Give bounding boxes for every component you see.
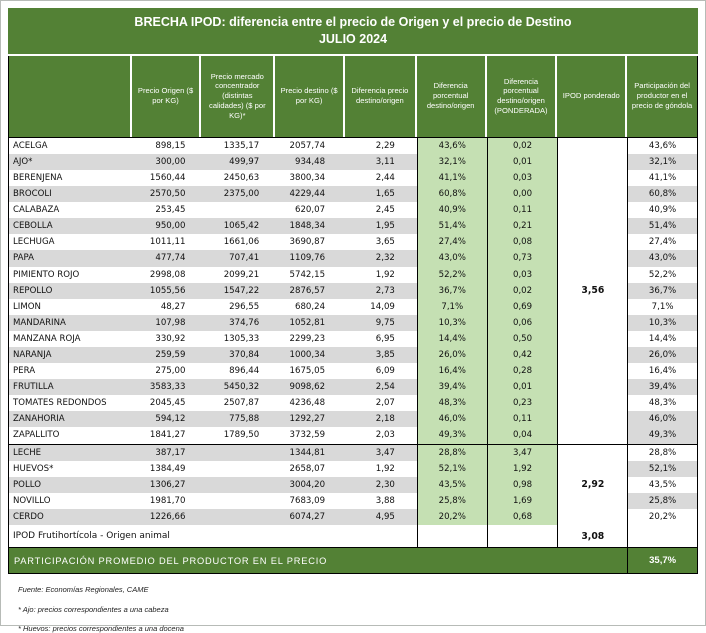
diferencia-ponderada-cell: 0,23: [487, 395, 558, 411]
diferencia-ponderada-cell: 0,02: [487, 138, 558, 154]
table-row: [9, 315, 697, 331]
column-header: Diferencia porcentual destino/origen (PONDERADA): [487, 56, 558, 137]
product-name-cell: FRUTILLA: [9, 379, 132, 395]
participacion-promedio-row: [9, 548, 697, 573]
precio-destino-cell: 3690,87: [275, 234, 345, 250]
precio-mercado-cell: 1789,50: [201, 427, 275, 443]
ipod-ponderado-cell: [557, 250, 627, 266]
diferencia-precio-cell: 2,45: [345, 202, 417, 218]
product-name-cell: MANDARINA: [9, 315, 132, 331]
ipod-ponderado-cell: [557, 234, 627, 250]
diferencia-ponderada-cell: 0,73: [487, 250, 558, 266]
product-name-cell: TOMATES REDONDOS: [9, 395, 132, 411]
table-row: [9, 283, 697, 299]
product-name-cell: NARANJA: [9, 347, 132, 363]
product-name-cell: LECHE: [9, 445, 132, 461]
precio-mercado-cell: [201, 202, 275, 218]
precio-mercado-cell: 1335,17: [201, 138, 275, 154]
table-row: [9, 138, 697, 154]
diferencia-precio-cell: 6,95: [345, 331, 417, 347]
diferencia-precio-cell: 6,09: [345, 363, 417, 379]
product-name-cell: BROCOLI: [9, 186, 132, 202]
precio-origen-cell: 387,17: [132, 445, 202, 461]
precio-mercado-cell: 775,88: [201, 411, 275, 427]
ipod-ponderado-cell: [557, 347, 627, 363]
product-name-cell: BERENJENA: [9, 170, 132, 186]
diferencia-precio-cell: 9,75: [345, 315, 417, 331]
precio-destino-cell: 1848,34: [275, 218, 345, 234]
precio-mercado-cell: 370,84: [201, 347, 275, 363]
report-content: [8, 8, 698, 633]
diferencia-ponderada-cell: 0,04: [487, 427, 558, 443]
precio-mercado-cell: 499,97: [201, 154, 275, 170]
participacion-cell: 40,9%: [627, 202, 697, 218]
ipod-ponderado-cell: 3,56: [557, 283, 627, 299]
precio-origen-cell: 1841,27: [132, 427, 202, 443]
precio-destino-cell: 5742,15: [275, 267, 345, 283]
diferencia-ponderada-cell: 0,69: [487, 299, 558, 315]
diferencia-porcentual-cell: 25,8%: [417, 493, 487, 509]
table-row: [9, 395, 697, 411]
participacion-cell: 7,1%: [627, 299, 697, 315]
diferencia-porcentual-cell: 36,7%: [417, 283, 487, 299]
diferencia-ponderada-cell: 0,03: [487, 170, 558, 186]
footnote: * Ajo: precios correspondientes a una cabeza: [18, 604, 169, 614]
diferencia-porcentual-cell: 60,8%: [417, 186, 487, 202]
diferencia-ponderada-cell: 0,21: [487, 218, 558, 234]
diferencia-ponderada-cell: 1,69: [487, 493, 558, 509]
diferencia-precio-cell: 14,09: [345, 299, 417, 315]
precio-mercado-cell: 2507,87: [201, 395, 275, 411]
precio-destino-cell: 2299,23: [275, 331, 345, 347]
precio-mercado-cell: 2375,00: [201, 186, 275, 202]
diferencia-porcentual-cell: 51,4%: [417, 218, 487, 234]
product-name-cell: ACELGA: [9, 138, 132, 154]
diferencia-porcentual-cell: 46,0%: [417, 411, 487, 427]
precio-mercado-cell: [201, 509, 275, 525]
ipod-ponderado-cell: [557, 299, 627, 315]
precio-destino-cell: 1109,76: [275, 250, 345, 266]
precio-destino-cell: 4229,44: [275, 186, 345, 202]
ipod-ponderado-cell: [557, 186, 627, 202]
column-header: Diferencia porcentual destino/origen: [417, 56, 487, 137]
table-row: [9, 186, 697, 202]
page-title-line1: BRECHA IPOD: diferencia entre el precio de Origen y el precio de Destino: [134, 15, 572, 29]
precio-destino-cell: 1052,81: [275, 315, 345, 331]
diferencia-precio-cell: 3,47: [345, 445, 417, 461]
product-name-cell: CEBOLLA: [9, 218, 132, 234]
precio-mercado-cell: 1547,22: [201, 283, 275, 299]
precio-destino-cell: 1292,27: [275, 411, 345, 427]
column-header: Participación del productor en el precio de góndola: [627, 56, 697, 137]
page-title: [8, 8, 698, 54]
participacion-cell: 60,8%: [627, 186, 697, 202]
column-header: Precio destino ($ por KG): [275, 56, 345, 137]
diferencia-precio-cell: 3,65: [345, 234, 417, 250]
table-row: [9, 427, 697, 444]
diferencia-precio-cell: 2,18: [345, 411, 417, 427]
summary-pond-cell: [487, 525, 558, 547]
precio-mercado-cell: 1065,42: [201, 218, 275, 234]
diferencia-precio-cell: 2,44: [345, 170, 417, 186]
summary-pct-cell: [417, 525, 487, 547]
table-row: [9, 267, 697, 283]
participacion-cell: 36,7%: [627, 283, 697, 299]
ipod-ponderado-cell: [557, 363, 627, 379]
diferencia-ponderada-cell: 0,68: [487, 509, 558, 525]
diferencia-porcentual-cell: 52,2%: [417, 267, 487, 283]
ipod-table: [8, 56, 698, 574]
precio-mercado-cell: 296,55: [201, 299, 275, 315]
diferencia-precio-cell: 2,73: [345, 283, 417, 299]
participacion-cell: 26,0%: [627, 347, 697, 363]
ipod-ponderado-cell: [557, 170, 627, 186]
ipod-ponderado-cell: [557, 445, 627, 461]
table-header-row: [9, 56, 697, 138]
precio-mercado-cell: [201, 477, 275, 493]
diferencia-porcentual-cell: 52,1%: [417, 461, 487, 477]
diferencia-ponderada-cell: 0,00: [487, 186, 558, 202]
product-name-cell: NOVILLO: [9, 493, 132, 509]
table-row: [9, 347, 697, 363]
participacion-cell: 49,3%: [627, 427, 697, 443]
ipod-ponderado-cell: [557, 509, 627, 525]
precio-origen-cell: 477,74: [132, 250, 202, 266]
participacion-cell: 20,2%: [627, 509, 697, 525]
diferencia-porcentual-cell: 28,8%: [417, 445, 487, 461]
summary-row: [9, 525, 697, 548]
diferencia-ponderada-cell: 0,50: [487, 331, 558, 347]
diferencia-porcentual-cell: 14,4%: [417, 331, 487, 347]
table-row: [9, 411, 697, 427]
diferencia-precio-cell: 1,65: [345, 186, 417, 202]
precio-destino-cell: 6074,27: [275, 509, 345, 525]
precio-destino-cell: 7683,09: [275, 493, 345, 509]
footnote: Fuente: Economías Regionales, CAME: [18, 585, 149, 594]
precio-destino-cell: 4236,48: [275, 395, 345, 411]
table-row: [9, 218, 697, 234]
participacion-cell: 16,4%: [627, 363, 697, 379]
precio-origen-cell: 259,59: [132, 347, 202, 363]
diferencia-precio-cell: 3,88: [345, 493, 417, 509]
ipod-ponderado-cell: [557, 154, 627, 170]
diferencia-precio-cell: 1,92: [345, 267, 417, 283]
precio-destino-cell: 9098,62: [275, 379, 345, 395]
precio-destino-cell: 2057,74: [275, 138, 345, 154]
ipod-ponderado-cell: [557, 202, 627, 218]
ipod-ponderado-cell: [557, 138, 627, 154]
table-row: [9, 202, 697, 218]
product-name-cell: ZANAHORIA: [9, 411, 132, 427]
table-row: [9, 299, 697, 315]
precio-destino-cell: 3004,20: [275, 477, 345, 493]
precio-origen-cell: 300,00: [132, 154, 202, 170]
diferencia-porcentual-cell: 49,3%: [417, 427, 487, 443]
precio-mercado-cell: [201, 461, 275, 477]
diferencia-porcentual-cell: 41,1%: [417, 170, 487, 186]
precio-mercado-cell: [201, 493, 275, 509]
table-row: [9, 170, 697, 186]
column-header: [9, 56, 132, 137]
precio-origen-cell: 1226,66: [132, 509, 202, 525]
participacion-cell: 43,5%: [627, 477, 697, 493]
product-name-cell: REPOLLO: [9, 283, 132, 299]
ipod-ponderado-cell: [557, 411, 627, 427]
diferencia-ponderada-cell: 0,03: [487, 267, 558, 283]
diferencia-porcentual-cell: 7,1%: [417, 299, 487, 315]
diferencia-precio-cell: 2,03: [345, 427, 417, 443]
precio-destino-cell: 2876,57: [275, 283, 345, 299]
precio-origen-cell: 275,00: [132, 363, 202, 379]
summary-part-cell: [627, 525, 697, 547]
participacion-cell: 46,0%: [627, 411, 697, 427]
participacion-cell: 52,2%: [627, 267, 697, 283]
precio-destino-cell: 620,07: [275, 202, 345, 218]
ipod-ponderado-cell: [557, 379, 627, 395]
diferencia-ponderada-cell: 0,01: [487, 379, 558, 395]
diferencia-ponderada-cell: 0,11: [487, 202, 558, 218]
ipod-ponderado-cell: [557, 427, 627, 443]
table-row: [9, 363, 697, 379]
diferencia-porcentual-cell: 27,4%: [417, 234, 487, 250]
precio-origen-cell: 48,27: [132, 299, 202, 315]
diferencia-precio-cell: 2,32: [345, 250, 417, 266]
ipod-ponderado-cell: [557, 493, 627, 509]
ipod-ponderado-cell: [557, 267, 627, 283]
table-body: [9, 138, 697, 525]
precio-destino-cell: 2658,07: [275, 461, 345, 477]
column-header: Precio mercado concentrador (distintas calidades) ($ por KG)*: [201, 56, 275, 137]
diferencia-porcentual-cell: 43,5%: [417, 477, 487, 493]
table-row: [9, 493, 697, 509]
precio-origen-cell: 1011,11: [132, 234, 202, 250]
participacion-cell: 39,4%: [627, 379, 697, 395]
diferencia-porcentual-cell: 43,0%: [417, 250, 487, 266]
diferencia-ponderada-cell: 0,28: [487, 363, 558, 379]
participacion-cell: 10,3%: [627, 315, 697, 331]
participacion-promedio-label: PARTICIPACIÓN PROMEDIO DEL PRODUCTOR EN EL PRECIO: [14, 555, 328, 566]
table-row: [9, 379, 697, 395]
diferencia-porcentual-cell: 40,9%: [417, 202, 487, 218]
participacion-cell: 43,0%: [627, 250, 697, 266]
diferencia-precio-cell: 2,29: [345, 138, 417, 154]
precio-destino-cell: 3732,59: [275, 427, 345, 443]
participacion-cell: 32,1%: [627, 154, 697, 170]
precio-origen-cell: 253,45: [132, 202, 202, 218]
table-row: [9, 461, 697, 477]
summary-label: IPOD Frutihortícola - Origen animal: [13, 531, 170, 541]
diferencia-porcentual-cell: 48,3%: [417, 395, 487, 411]
product-name-cell: CALABAZA: [9, 202, 132, 218]
diferencia-porcentual-cell: 43,6%: [417, 138, 487, 154]
participacion-cell: 52,1%: [627, 461, 697, 477]
diferencia-ponderada-cell: 3,47: [487, 445, 558, 461]
precio-origen-cell: 1560,44: [132, 170, 202, 186]
diferencia-porcentual-cell: 10,3%: [417, 315, 487, 331]
participacion-cell: 43,6%: [627, 138, 697, 154]
precio-origen-cell: 1306,27: [132, 477, 202, 493]
diferencia-ponderada-cell: 0,11: [487, 411, 558, 427]
product-name-cell: ZAPALLITO: [9, 427, 132, 443]
precio-mercado-cell: 1305,33: [201, 331, 275, 347]
diferencia-porcentual-cell: 32,1%: [417, 154, 487, 170]
diferencia-precio-cell: 1,92: [345, 461, 417, 477]
product-name-cell: PAPA: [9, 250, 132, 266]
precio-origen-cell: 1384,49: [132, 461, 202, 477]
precio-mercado-cell: 896,44: [201, 363, 275, 379]
product-name-cell: AJO*: [9, 154, 132, 170]
participacion-cell: 48,3%: [627, 395, 697, 411]
ipod-ponderado-cell: [557, 395, 627, 411]
precio-mercado-cell: 374,76: [201, 315, 275, 331]
column-header: Diferencia precio destino/origen: [345, 56, 417, 137]
precio-destino-cell: 1000,34: [275, 347, 345, 363]
column-header: IPOD ponderado: [557, 56, 627, 137]
precio-origen-cell: 2045,45: [132, 395, 202, 411]
diferencia-precio-cell: 3,11: [345, 154, 417, 170]
ipod-ponderado-cell: 2,92: [557, 477, 627, 493]
precio-origen-cell: 594,12: [132, 411, 202, 427]
precio-origen-cell: 2570,50: [132, 186, 202, 202]
diferencia-precio-cell: 3,85: [345, 347, 417, 363]
ipod-ponderado-cell: [557, 218, 627, 234]
precio-mercado-cell: 707,41: [201, 250, 275, 266]
diferencia-precio-cell: 1,95: [345, 218, 417, 234]
table-row: [9, 331, 697, 347]
product-name-cell: MANZANA ROJA: [9, 331, 132, 347]
table-row: [9, 250, 697, 266]
participacion-cell: 28,8%: [627, 445, 697, 461]
table-row: [9, 509, 697, 525]
participacion-cell: 27,4%: [627, 234, 697, 250]
precio-destino-cell: 1675,05: [275, 363, 345, 379]
footnote: * Huevos: precios correspondientes a una docena: [18, 624, 184, 633]
table-row: [9, 477, 697, 493]
page-title-line2: JULIO 2024: [318, 31, 388, 46]
participacion-cell: 51,4%: [627, 218, 697, 234]
product-name-cell: PERA: [9, 363, 132, 379]
diferencia-porcentual-cell: 39,4%: [417, 379, 487, 395]
diferencia-ponderada-cell: 0,02: [487, 283, 558, 299]
participacion-cell: 25,8%: [627, 493, 697, 509]
precio-destino-cell: 1344,81: [275, 445, 345, 461]
precio-origen-cell: 950,00: [132, 218, 202, 234]
product-name-cell: LIMON: [9, 299, 132, 315]
diferencia-ponderada-cell: 0,98: [487, 477, 558, 493]
precio-origen-cell: 330,92: [132, 331, 202, 347]
product-name-cell: PIMIENTO ROJO: [9, 267, 132, 283]
ipod-ponderado-cell: [557, 315, 627, 331]
precio-origen-cell: 2998,08: [132, 267, 202, 283]
precio-mercado-cell: 2450,63: [201, 170, 275, 186]
diferencia-precio-cell: 2,07: [345, 395, 417, 411]
precio-origen-cell: 1981,70: [132, 493, 202, 509]
diferencia-porcentual-cell: 26,0%: [417, 347, 487, 363]
precio-destino-cell: 680,24: [275, 299, 345, 315]
precio-mercado-cell: 5450,32: [201, 379, 275, 395]
participacion-promedio-value: 35,7%: [627, 548, 697, 573]
precio-mercado-cell: [201, 445, 275, 461]
ipod-ponderado-cell: [557, 331, 627, 347]
diferencia-precio-cell: 2,30: [345, 477, 417, 493]
diferencia-porcentual-cell: 16,4%: [417, 363, 487, 379]
diferencia-precio-cell: 2,54: [345, 379, 417, 395]
precio-destino-cell: 934,48: [275, 154, 345, 170]
product-name-cell: LECHUGA: [9, 234, 132, 250]
diferencia-ponderada-cell: 0,08: [487, 234, 558, 250]
precio-origen-cell: 3583,33: [132, 379, 202, 395]
product-name-cell: CERDO: [9, 509, 132, 525]
precio-origen-cell: 1055,56: [132, 283, 202, 299]
column-header: Precio Origen ($ por KG): [132, 56, 202, 137]
diferencia-ponderada-cell: 1,92: [487, 461, 558, 477]
ipod-ponderado-cell: [557, 461, 627, 477]
precio-destino-cell: 3800,34: [275, 170, 345, 186]
precio-mercado-cell: 1661,06: [201, 234, 275, 250]
table-row: [9, 154, 697, 170]
diferencia-ponderada-cell: 0,06: [487, 315, 558, 331]
precio-mercado-cell: 2099,21: [201, 267, 275, 283]
table-row: [9, 234, 697, 250]
table-row: [9, 445, 697, 461]
precio-origen-cell: 898,15: [132, 138, 202, 154]
participacion-cell: 41,1%: [627, 170, 697, 186]
summary-ipod-value: 3,08: [557, 525, 627, 547]
diferencia-porcentual-cell: 20,2%: [417, 509, 487, 525]
diferencia-ponderada-cell: 0,01: [487, 154, 558, 170]
precio-origen-cell: 107,98: [132, 315, 202, 331]
diferencia-precio-cell: 4,95: [345, 509, 417, 525]
diferencia-ponderada-cell: 0,42: [487, 347, 558, 363]
product-name-cell: HUEVOS*: [9, 461, 132, 477]
participacion-cell: 14,4%: [627, 331, 697, 347]
product-name-cell: POLLO: [9, 477, 132, 493]
